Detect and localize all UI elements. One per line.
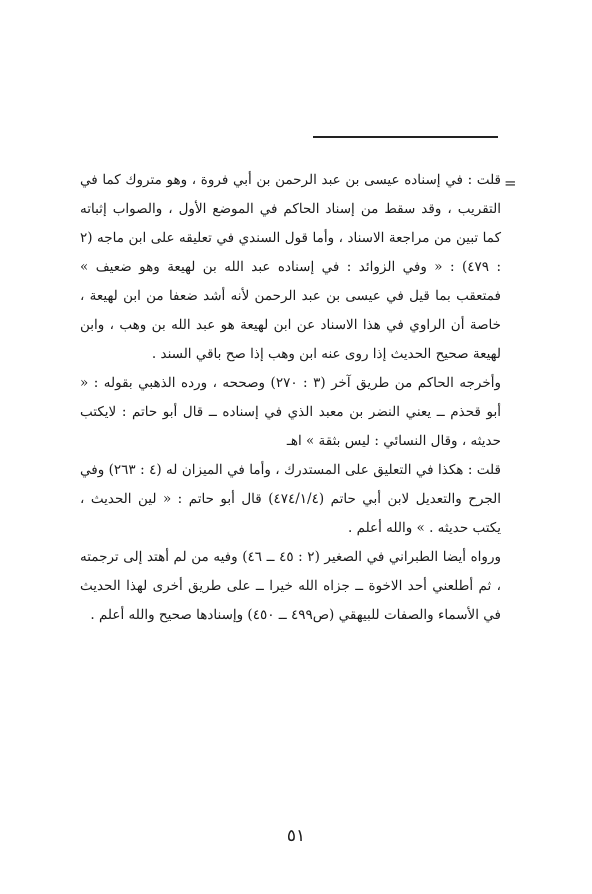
continuation-mark: =: [504, 174, 517, 192]
paragraph-1: قلت : في إسناده عيسى بن عبد الرحمن بن أبي فروة ، وهو متروك كما في التقريب ، وقد سقط من إسناد الحاكم في الموضع الأول ، والصواب إثباته كما تبين من مراجعة الاسناد ، وأما قول السندي في تعليقه على ابن ماجه (٢ : ٤٧٩) : « وفي الزوائد : في إسناده عبد الله بن لهيعة وهو ضعيف » فمتعقب بما قيل في عيسى بن عبد الرحمن لأنه أشد ضعفا من ابن لهيعة ، خاصة أن الراوي في هذا الاسناد عن ابن لهيعة هو عبد الله بن وهب ، وابن لهيعة صحيح الحديث إذا روى عنه ابن وهب إذا صح باقي السند .: [80, 172, 501, 362]
footnote-text-block: [80, 166, 501, 630]
paragraph-3: قلت : هكذا في التعليق على المستدرك ، وأما في الميزان له (٤ : ٢٦٣) وفي الجرح والتعديل لابن أبي حاتم (٤٧٤/١/٤) قال أبو حاتم : « لين الحديث ، يكتب حديثه . » والله أعلم .: [80, 462, 501, 536]
footnote-separator-rule: [313, 136, 498, 138]
paragraph-4: ورواه أيضا الطبراني في الصغير (٢ : ٤٥ ــ ٤٦) وفيه من لم أهتد إلى ترجمته ، ثم أطلعني أحد الاخوة ــ جزاه الله خيرا ــ على طريق أخرى لهذا الحديث في الأسماء والصفات للبيهقي (ص٤٩٩ ــ ٤٥٠) وإسنادها صحيح والله أعلم .: [80, 549, 501, 623]
paragraph-2: وأخرجه الحاكم من طريق آخر (٣ : ٢٧٠) وصححه ، ورده الذهبي بقوله : « أبو قحذم ــ يعني النضر بن معبد الذي في إسناده ــ قال أبو حاتم : لايكتب حديثه ، وقال النسائي : ليس بثقة » اهـ: [80, 375, 501, 449]
page-number: ٥١: [286, 826, 306, 846]
